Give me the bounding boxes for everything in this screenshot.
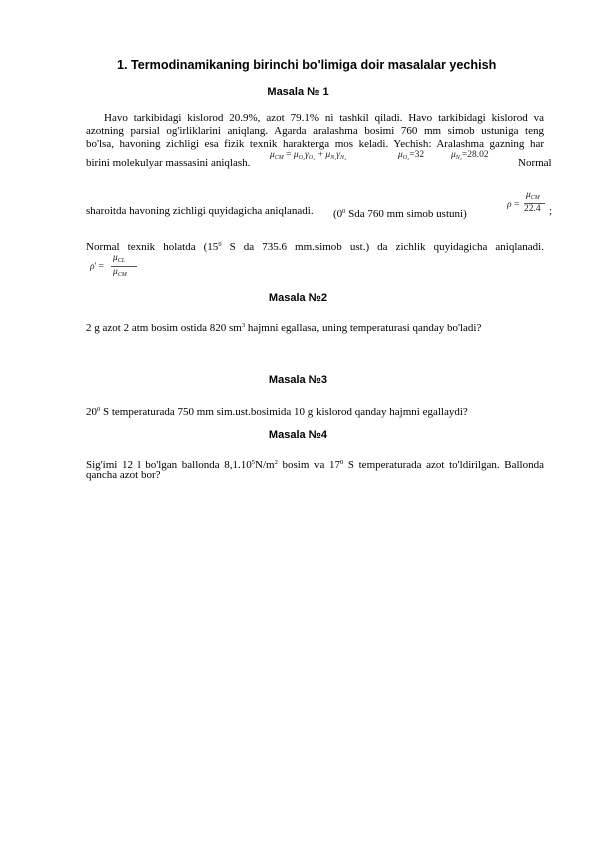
problem4-heading: Masala №4 xyxy=(268,429,328,441)
density-formula-numerator: $\mu_{CM}$ xyxy=(526,190,540,201)
technical-density-rho: ρ' = xyxy=(90,262,105,272)
problem1-heading: Masala № 1 xyxy=(267,86,329,98)
problem1-line4-end: Normal xyxy=(518,157,552,169)
title-number: 1. xyxy=(117,58,128,72)
technical-density-denominator: $\mu_{CM}$ xyxy=(113,267,127,278)
problem3-text: $20^0$ S temperaturada 750 mm sim.ust.bosimida 10 g kislorod qanday hajmni egallaydi? xyxy=(86,406,468,418)
problem1-line5: sharoitda havoning zichligi quyidagicha aniqlanadi. xyxy=(86,205,314,217)
density-formula-denominator: 22.4 xyxy=(524,204,541,214)
oxygen-molar-mass: $\mu_{O_2}=32$ xyxy=(398,150,425,161)
nitrogen-molar-mass: $\mu_{N_2}=28.02$ xyxy=(451,150,489,161)
problem1-line1: Havo tarkibidagi kislorod 20.9%, azot 79.1% ni tashkil qiladi. Havo tarkibidagi kislorod va xyxy=(104,112,544,124)
problem3-heading: Masala №3 xyxy=(268,374,328,386)
technical-density-numerator: $\mu_{CL}$ xyxy=(113,253,126,264)
normal-conditions-note: ($0^0$ Sda 760 mm simob ustuni) xyxy=(333,208,467,220)
problem1-line2: azotning parsial og'irliklarini aniqlang. Agarda aralashma bosimi 760 mm simob ustuniga teng xyxy=(86,125,544,137)
title-text: Termodinamikaning birinchi bo'limiga doir masalalar yechish xyxy=(131,58,497,72)
problem1-line5-end: ; xyxy=(549,205,553,217)
mixture-molar-mass-formula: $\mu_{CM} = \mu_{O_2}\gamma_{O_2} + \mu_{N_2}\gamma_{N_2}$ xyxy=(270,150,347,161)
problem1-line4-start: birini molekulyar massasini aniqlash. xyxy=(86,157,251,169)
problem4-line2: qancha azot bor? xyxy=(86,469,161,481)
document-title xyxy=(117,58,496,72)
problem2-text: 2 g azot 2 atm bosim ostida 820 $sm^3$ hajmni egallasa, uning temperaturasi qanday bo'ladi? xyxy=(86,322,482,334)
problem1-line3: bo'lsa, havoning zichligi esa fizik texnik harakterga mos keladi. Yechish: Aralashma gazning har xyxy=(86,138,544,150)
problem1-line6: Normal texnik holatda ($15^0$ S da 735.6 mm.simob ust.) da zichlik quyidagicha aniqlanadi. xyxy=(86,241,544,253)
problem4-line1: Sig'imi 12 l bo'lgan ballonda $8,1.10^5N/m^2$ bosim va $17^0$ S temperaturada azot to'ldirilgan. Ballonda xyxy=(86,459,544,471)
density-formula-rho: ρ = xyxy=(507,200,520,210)
problem2-heading: Masala №2 xyxy=(268,292,328,304)
